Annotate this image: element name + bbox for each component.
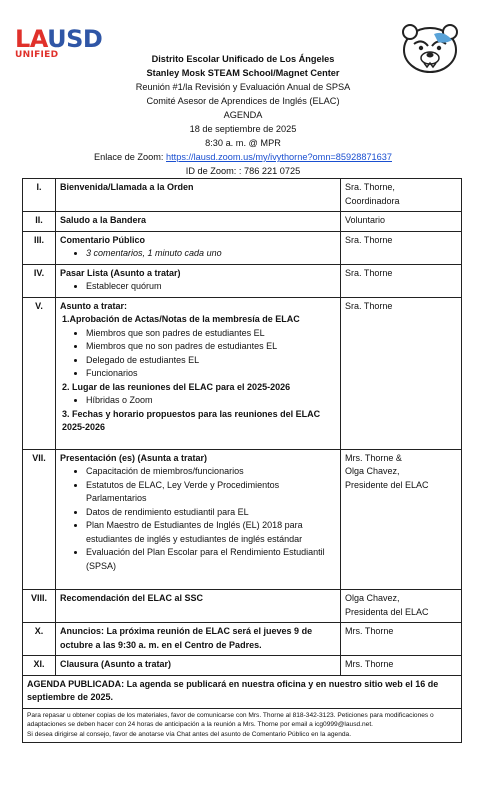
list-item: • Datos de rendimiento estudiantil para EL: [86, 506, 336, 520]
item-content: [56, 297, 341, 449]
item-title: Bienvenida/Llamada a la Orden: [60, 182, 194, 192]
item-title: Anuncios: La próxima reunión de ELAC será el jueves 9 de octubre a las 9:30 a. m. en el Centro de Padres.: [60, 626, 313, 650]
logo-unified: UNIFIED: [15, 50, 59, 60]
item-number: VIII.: [23, 590, 56, 623]
footer-row: [23, 675, 462, 708]
item-presenter: [341, 179, 462, 212]
meeting-time: 8:30 a. m. @ MPR: [205, 138, 281, 148]
footer-cell: [23, 675, 462, 708]
meeting-name: Reunión #1/la Revisión y Evaluación Anual de SPSA: [135, 82, 351, 92]
list-item: • Evaluación del Plan Escolar para el Rendimiento Estudiantil (SPSA): [86, 546, 336, 573]
table-row: [23, 264, 462, 297]
list-item: • Híbridas o Zoom: [86, 394, 336, 408]
item-content: [56, 212, 341, 232]
item-number: VII.: [23, 449, 56, 590]
item-number: I.: [23, 179, 56, 212]
agenda-header: [60, 52, 426, 178]
item-title: Saludo a la Bandera: [60, 215, 147, 225]
item-presenter: Voluntario: [341, 212, 462, 232]
item-title: Recomendación del ELAC al SSC: [60, 593, 204, 603]
presenter-line: Sra. Thorne,: [345, 182, 395, 192]
list-item: • Establecer quórum: [86, 280, 336, 294]
presenter-line: Mrs. Thorne &: [345, 452, 402, 463]
item-content: [56, 623, 341, 656]
item-presenter: Sra. Thorne: [341, 297, 462, 449]
item-presenter: [341, 590, 462, 623]
item-presenter: Mrs. Thorne: [341, 623, 462, 656]
zoom-link-line: [60, 150, 426, 164]
item-title: Asunto a tratar:: [60, 300, 128, 311]
table-row: [23, 590, 462, 623]
item-presenter: Sra. Thorne: [341, 264, 462, 297]
item-presenter: Mrs. Thorne: [341, 656, 462, 676]
table-row: [23, 231, 462, 264]
item-presenter: [341, 449, 462, 590]
list-item: • Miembros que no son padres de estudiantes EL: [86, 340, 336, 354]
item-content: [56, 590, 341, 623]
presenter-line: Presidente del ELAC: [345, 479, 429, 490]
zoom-id: ID de Zoom: : 786 221 0725: [185, 166, 301, 176]
item-number: XI.: [23, 656, 56, 676]
agenda-title: AGENDA: [223, 110, 263, 120]
list-item: • Estatutos de ELAC, Ley Verde y Procedimientos Parlamentarios: [86, 479, 336, 506]
item-title: Pasar Lista (Asunto a tratar): [60, 267, 181, 278]
presenter-line: Olga Chavez,: [345, 593, 400, 603]
presenter-line: Presidenta del ELAC: [345, 606, 429, 617]
agenda-table: [22, 178, 462, 743]
item-title: Comentario Público: [60, 234, 146, 245]
item-content: [56, 179, 341, 212]
logo-la: LA: [15, 25, 48, 53]
list-item: • Delegado de estudiantes EL: [86, 354, 336, 368]
school-name: Stanley Mosk STEAM School/Magnet Center: [146, 68, 340, 78]
district-name: Distrito Escolar Unificado de Los Ángeles: [151, 54, 335, 64]
table-row: [23, 179, 462, 212]
subitem-title: 1.Aprobación de Actas/Notas de la membresía de ELAC: [62, 314, 300, 324]
subitem-title: 3. Fechas y horario propuestos para las reuniones del ELAC 2025-2026: [62, 408, 321, 432]
presenter-line: Coordinadora: [345, 195, 400, 206]
copies-note: Para repasar u obtener copias de los materiales, favor de comunicarse con Mrs. Thorne al 818-342-3123. Peticiones para modificaciones o adaptaciones se deben hacer con 24 horas de anticipación a la reunión a Mrs. Thorne por email a icg0999@lausd.net.: [27, 711, 434, 728]
item-title: Clausura (Asunto a tratar): [60, 659, 172, 669]
list-item: • Funcionarios: [86, 367, 336, 381]
subitem-title: 2. Lugar de las reuniones del ELAC para el 2025-2026: [62, 381, 291, 392]
zoom-link[interactable]: https://lausd.zoom.us/my/ivythorne?omn=85928871637: [166, 152, 392, 162]
footer-row: [23, 708, 462, 743]
footer-cell: [23, 708, 462, 743]
item-title: Presentación (es) (Asunta a tratar): [60, 452, 208, 463]
item-content: [56, 231, 341, 264]
table-row: [23, 212, 462, 232]
zoom-link-label: Enlace de Zoom:: [93, 152, 166, 162]
item-content: [56, 449, 341, 590]
meeting-date: 18 de septiembre de 2025: [189, 124, 297, 134]
list-item: • Miembros que son padres de estudiantes EL: [86, 327, 336, 341]
item-number: IV.: [23, 264, 56, 297]
agenda-published-note: AGENDA PUBLICADA: La agenda se publicará en nuestra oficina y en nuestro sitio web el 16 de septiembre de 2025.: [27, 678, 439, 702]
item-number: III.: [23, 231, 56, 264]
list-item: • 3 comentarios, 1 minuto cada uno: [86, 247, 336, 261]
item-number: X.: [23, 623, 56, 656]
logo-usd: USD: [47, 25, 103, 53]
committee-name: Comité Asesor de Aprendices de Inglés (ELAC): [146, 96, 340, 106]
item-number: V.: [23, 297, 56, 449]
table-row: [23, 656, 462, 676]
list-item: • Capacitación de miembros/funcionarios: [86, 465, 336, 479]
table-row: [23, 449, 462, 590]
chat-note: Si desea dirigirse al consejo, favor de anotarse vía Chat antes del asunto de Comentario Público en la agenda.: [27, 730, 352, 738]
item-number: II.: [23, 212, 56, 232]
item-content: [56, 656, 341, 676]
table-row: [23, 623, 462, 656]
table-row: [23, 297, 462, 449]
presenter-line: Olga Chavez,: [345, 466, 400, 476]
item-content: [56, 264, 341, 297]
list-item: • Plan Maestro de Estudiantes de Inglés (EL) 2018 para estudiantes de inglés y estudiantes de inglés estándar: [86, 519, 336, 546]
item-presenter: Sra. Thorne: [341, 231, 462, 264]
